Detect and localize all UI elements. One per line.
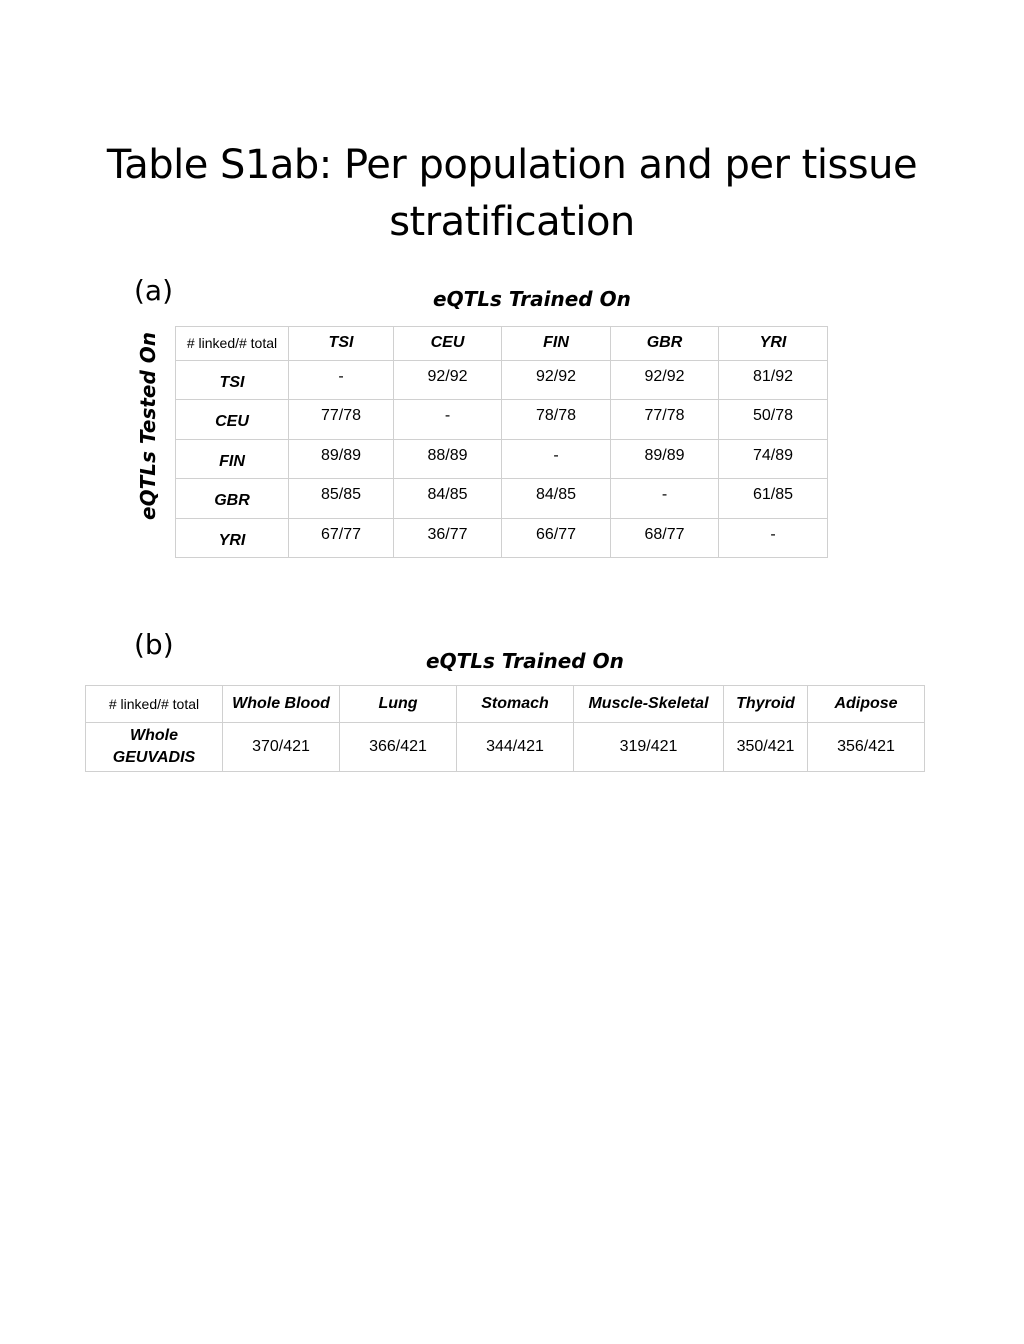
table-corner-label: # linked/# total — [86, 686, 223, 723]
table-cell: 68/77 — [611, 518, 719, 558]
table-header-row — [86, 686, 925, 723]
column-header-adipose: Adipose — [808, 686, 925, 723]
section-b-label: (b) — [134, 628, 174, 661]
table-cell: 319/421 — [574, 723, 724, 772]
section-b-column-axis-title: eQTLs Trained On — [426, 649, 624, 673]
row-header-ceu: CEU — [176, 400, 289, 440]
section-a-row-axis-title: eQTLs Tested On — [136, 332, 160, 520]
table-cell: 84/85 — [394, 479, 502, 519]
row-header-yri: YRI — [176, 518, 289, 558]
table-row — [176, 479, 828, 519]
table-cell: 78/78 — [502, 400, 611, 440]
column-header-fin: FIN — [502, 327, 611, 361]
column-header-ceu: CEU — [394, 327, 502, 361]
row-header-gbr: GBR — [176, 479, 289, 519]
column-header-muscle-skeletal: Muscle-Skeletal — [574, 686, 724, 723]
section-a-column-axis-title: eQTLs Trained On — [433, 287, 631, 311]
table-cell: 92/92 — [611, 360, 719, 400]
table-cell: 84/85 — [502, 479, 611, 519]
column-header-tsi: TSI — [289, 327, 394, 361]
table-cell: - — [394, 400, 502, 440]
column-header-whole-blood: Whole Blood — [223, 686, 340, 723]
column-header-thyroid: Thyroid — [724, 686, 808, 723]
column-header-lung: Lung — [340, 686, 457, 723]
table-cell: 61/85 — [719, 479, 828, 519]
table-cell: 92/92 — [394, 360, 502, 400]
table-cell: 77/78 — [289, 400, 394, 440]
table-row — [86, 723, 925, 772]
table-cell: - — [502, 439, 611, 479]
table-corner-label: # linked/# total — [176, 327, 289, 361]
table-cell: 67/77 — [289, 518, 394, 558]
table-cell: 74/89 — [719, 439, 828, 479]
row-header-fin: FIN — [176, 439, 289, 479]
table-cell: 77/78 — [611, 400, 719, 440]
table-cell: 50/78 — [719, 400, 828, 440]
table-cell: 88/89 — [394, 439, 502, 479]
row-header-line1: Whole — [130, 727, 178, 744]
table-cell: - — [611, 479, 719, 519]
table-cell: 356/421 — [808, 723, 925, 772]
table-row — [176, 360, 828, 400]
table-cell: - — [289, 360, 394, 400]
row-header-line2: GEUVADIS — [112, 749, 196, 766]
section-a-label: (a) — [134, 274, 174, 307]
table-cell: 89/89 — [611, 439, 719, 479]
table-cell: 81/92 — [719, 360, 828, 400]
table-cell: 66/77 — [502, 518, 611, 558]
column-header-yri: YRI — [719, 327, 828, 361]
table-cell: 366/421 — [340, 723, 457, 772]
table-cell: 350/421 — [724, 723, 808, 772]
table-row — [176, 400, 828, 440]
row-header-whole-geuvadis — [86, 723, 223, 772]
page-title: Table S1ab: Per population and per tissue stratification — [106, 141, 918, 245]
table-cell: 36/77 — [394, 518, 502, 558]
column-header-stomach: Stomach — [457, 686, 574, 723]
table-cell: 344/421 — [457, 723, 574, 772]
row-header-tsi: TSI — [176, 360, 289, 400]
table-cell: 85/85 — [289, 479, 394, 519]
table-row — [176, 518, 828, 558]
table-cell: 92/92 — [502, 360, 611, 400]
population-table — [175, 326, 828, 558]
table-cell: 89/89 — [289, 439, 394, 479]
tissue-table — [85, 685, 925, 772]
table-header-row — [176, 327, 828, 361]
table-cell: 370/421 — [223, 723, 340, 772]
table-row — [176, 439, 828, 479]
column-header-gbr: GBR — [611, 327, 719, 361]
table-cell: - — [719, 518, 828, 558]
